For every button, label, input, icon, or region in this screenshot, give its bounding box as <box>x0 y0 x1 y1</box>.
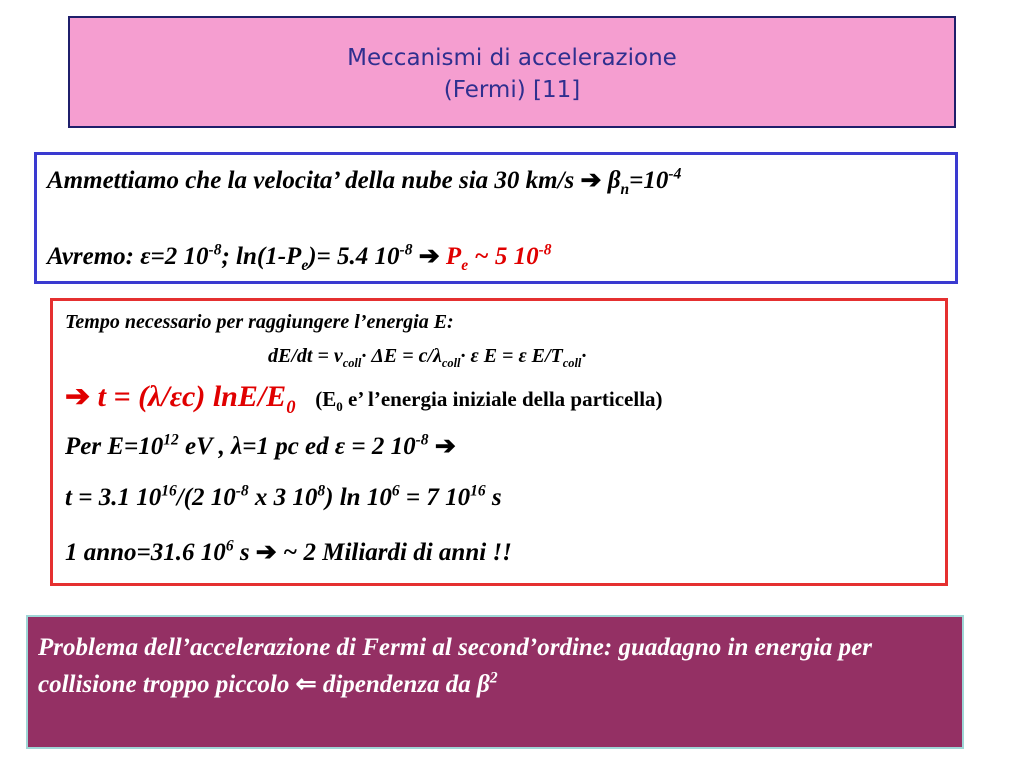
rate-sub-b: coll <box>441 356 461 370</box>
rate-sub-a: coll <box>342 356 362 370</box>
problem-dependence-text: dipendenza da <box>316 671 478 698</box>
calc-part-d: ) ln 10 <box>325 484 392 511</box>
pe-value: ~ 5 10 <box>468 243 539 270</box>
time-formula <box>65 380 296 418</box>
billions-of-years: ~ 2 Miliardi di anni !! <box>276 539 512 566</box>
velocity-text: Ammettiamo che la velocita’ della nube sia 30 km/s <box>47 167 581 194</box>
year-conversion-line <box>65 537 512 567</box>
formula-text: t = (λ/εc) lnE/E <box>90 380 287 413</box>
title-line-1: Meccanismi di accelerazione <box>347 45 677 71</box>
right-arrow-icon: ➔ <box>428 433 456 460</box>
calc-part-e: = 7 10 <box>399 484 471 511</box>
note-part-a: (E <box>315 387 337 411</box>
parameters-line <box>65 431 456 461</box>
beta-symbol: β <box>601 167 621 194</box>
calc-exp-a: 16 <box>161 482 177 500</box>
rate-part-b: · ΔE = c/λ <box>361 345 442 367</box>
calc-part-c: x 3 10 <box>248 484 318 511</box>
avremo-label: Avremo: <box>47 243 141 270</box>
pe-exponent: -8 <box>538 241 552 259</box>
assumption-velocity-line <box>47 165 682 198</box>
calc-exp-b: -8 <box>235 482 249 500</box>
ln-value: )= 5.4 10 <box>308 243 400 270</box>
note-subscript: 0 <box>336 399 343 415</box>
calc-exp-c: 8 <box>317 482 326 500</box>
epsilon-symbol: ε <box>140 243 151 270</box>
calc-exp-d: 6 <box>391 482 400 500</box>
pe-symbol: P <box>445 243 462 270</box>
note-part-b: e’ l’energia iniziale della particella) <box>342 387 663 411</box>
right-arrow-icon: ➔ <box>65 380 91 413</box>
pe-subscript: e <box>461 257 469 274</box>
calc-exp-e: 16 <box>470 482 486 500</box>
calc-part-b: /(2 10 <box>176 484 236 511</box>
calc-part-a: t = 3.1 10 <box>65 484 162 511</box>
beta-symbol: β <box>477 671 490 698</box>
slide-title <box>68 16 956 128</box>
beta-exponent: 2 <box>489 669 498 687</box>
energy-rate-equation <box>268 345 586 368</box>
time-heading: Tempo necessario per raggiungere l’energia E: <box>65 311 454 333</box>
epsilon-value: =2 10 <box>150 243 209 270</box>
left-arrow-icon: ⇐ <box>295 671 317 698</box>
rate-part-a: dE/dt = ν <box>268 345 343 367</box>
epsilon-exponent: -8 <box>208 241 222 259</box>
time-formula-line <box>65 379 663 418</box>
calc-part-f: s <box>485 484 502 511</box>
rate-sub-c: coll <box>562 356 582 370</box>
epsilon-exponent: -8 <box>415 431 429 449</box>
energy-value: Per E=10 <box>65 433 164 460</box>
beta-exponent: -4 <box>668 165 682 183</box>
assumption-result-line <box>47 241 552 274</box>
right-arrow-icon: ➔ <box>580 167 602 194</box>
rate-part-c: · ε E = ε E/T <box>460 345 563 367</box>
ln-exponent: -8 <box>399 241 413 259</box>
initial-energy-note <box>300 387 663 415</box>
problem-box <box>26 615 964 749</box>
year-exponent: 6 <box>225 537 234 555</box>
year-unit: s <box>233 539 256 566</box>
energy-exponent: 12 <box>163 431 179 449</box>
beta-value: =10 <box>629 167 669 194</box>
time-calculation-line <box>65 484 502 512</box>
rate-part-d: · <box>581 345 587 367</box>
year-value: 1 anno=31.6 10 <box>65 539 226 566</box>
formula-subscript: 0 <box>286 397 296 418</box>
beta-subscript: n <box>620 181 630 198</box>
pe-result <box>445 241 552 274</box>
lambda-epsilon-values: eV , λ=1 pc ed ε = 2 10 <box>178 433 416 460</box>
right-arrow-icon: ➔ <box>255 539 277 566</box>
assumption-box <box>34 152 958 284</box>
problem-text: Problema dell’accelerazione di Fermi al second’ordine: guadagno in energia per collisione troppo piccolo <box>38 634 872 698</box>
time-estimate-box <box>50 298 948 586</box>
title-line-2: (Fermi) [11] <box>443 77 581 103</box>
ln-p-subscript: e <box>301 257 309 274</box>
right-arrow-icon: ➔ <box>412 243 446 270</box>
ln-expression: ; ln(1-P <box>221 243 302 270</box>
